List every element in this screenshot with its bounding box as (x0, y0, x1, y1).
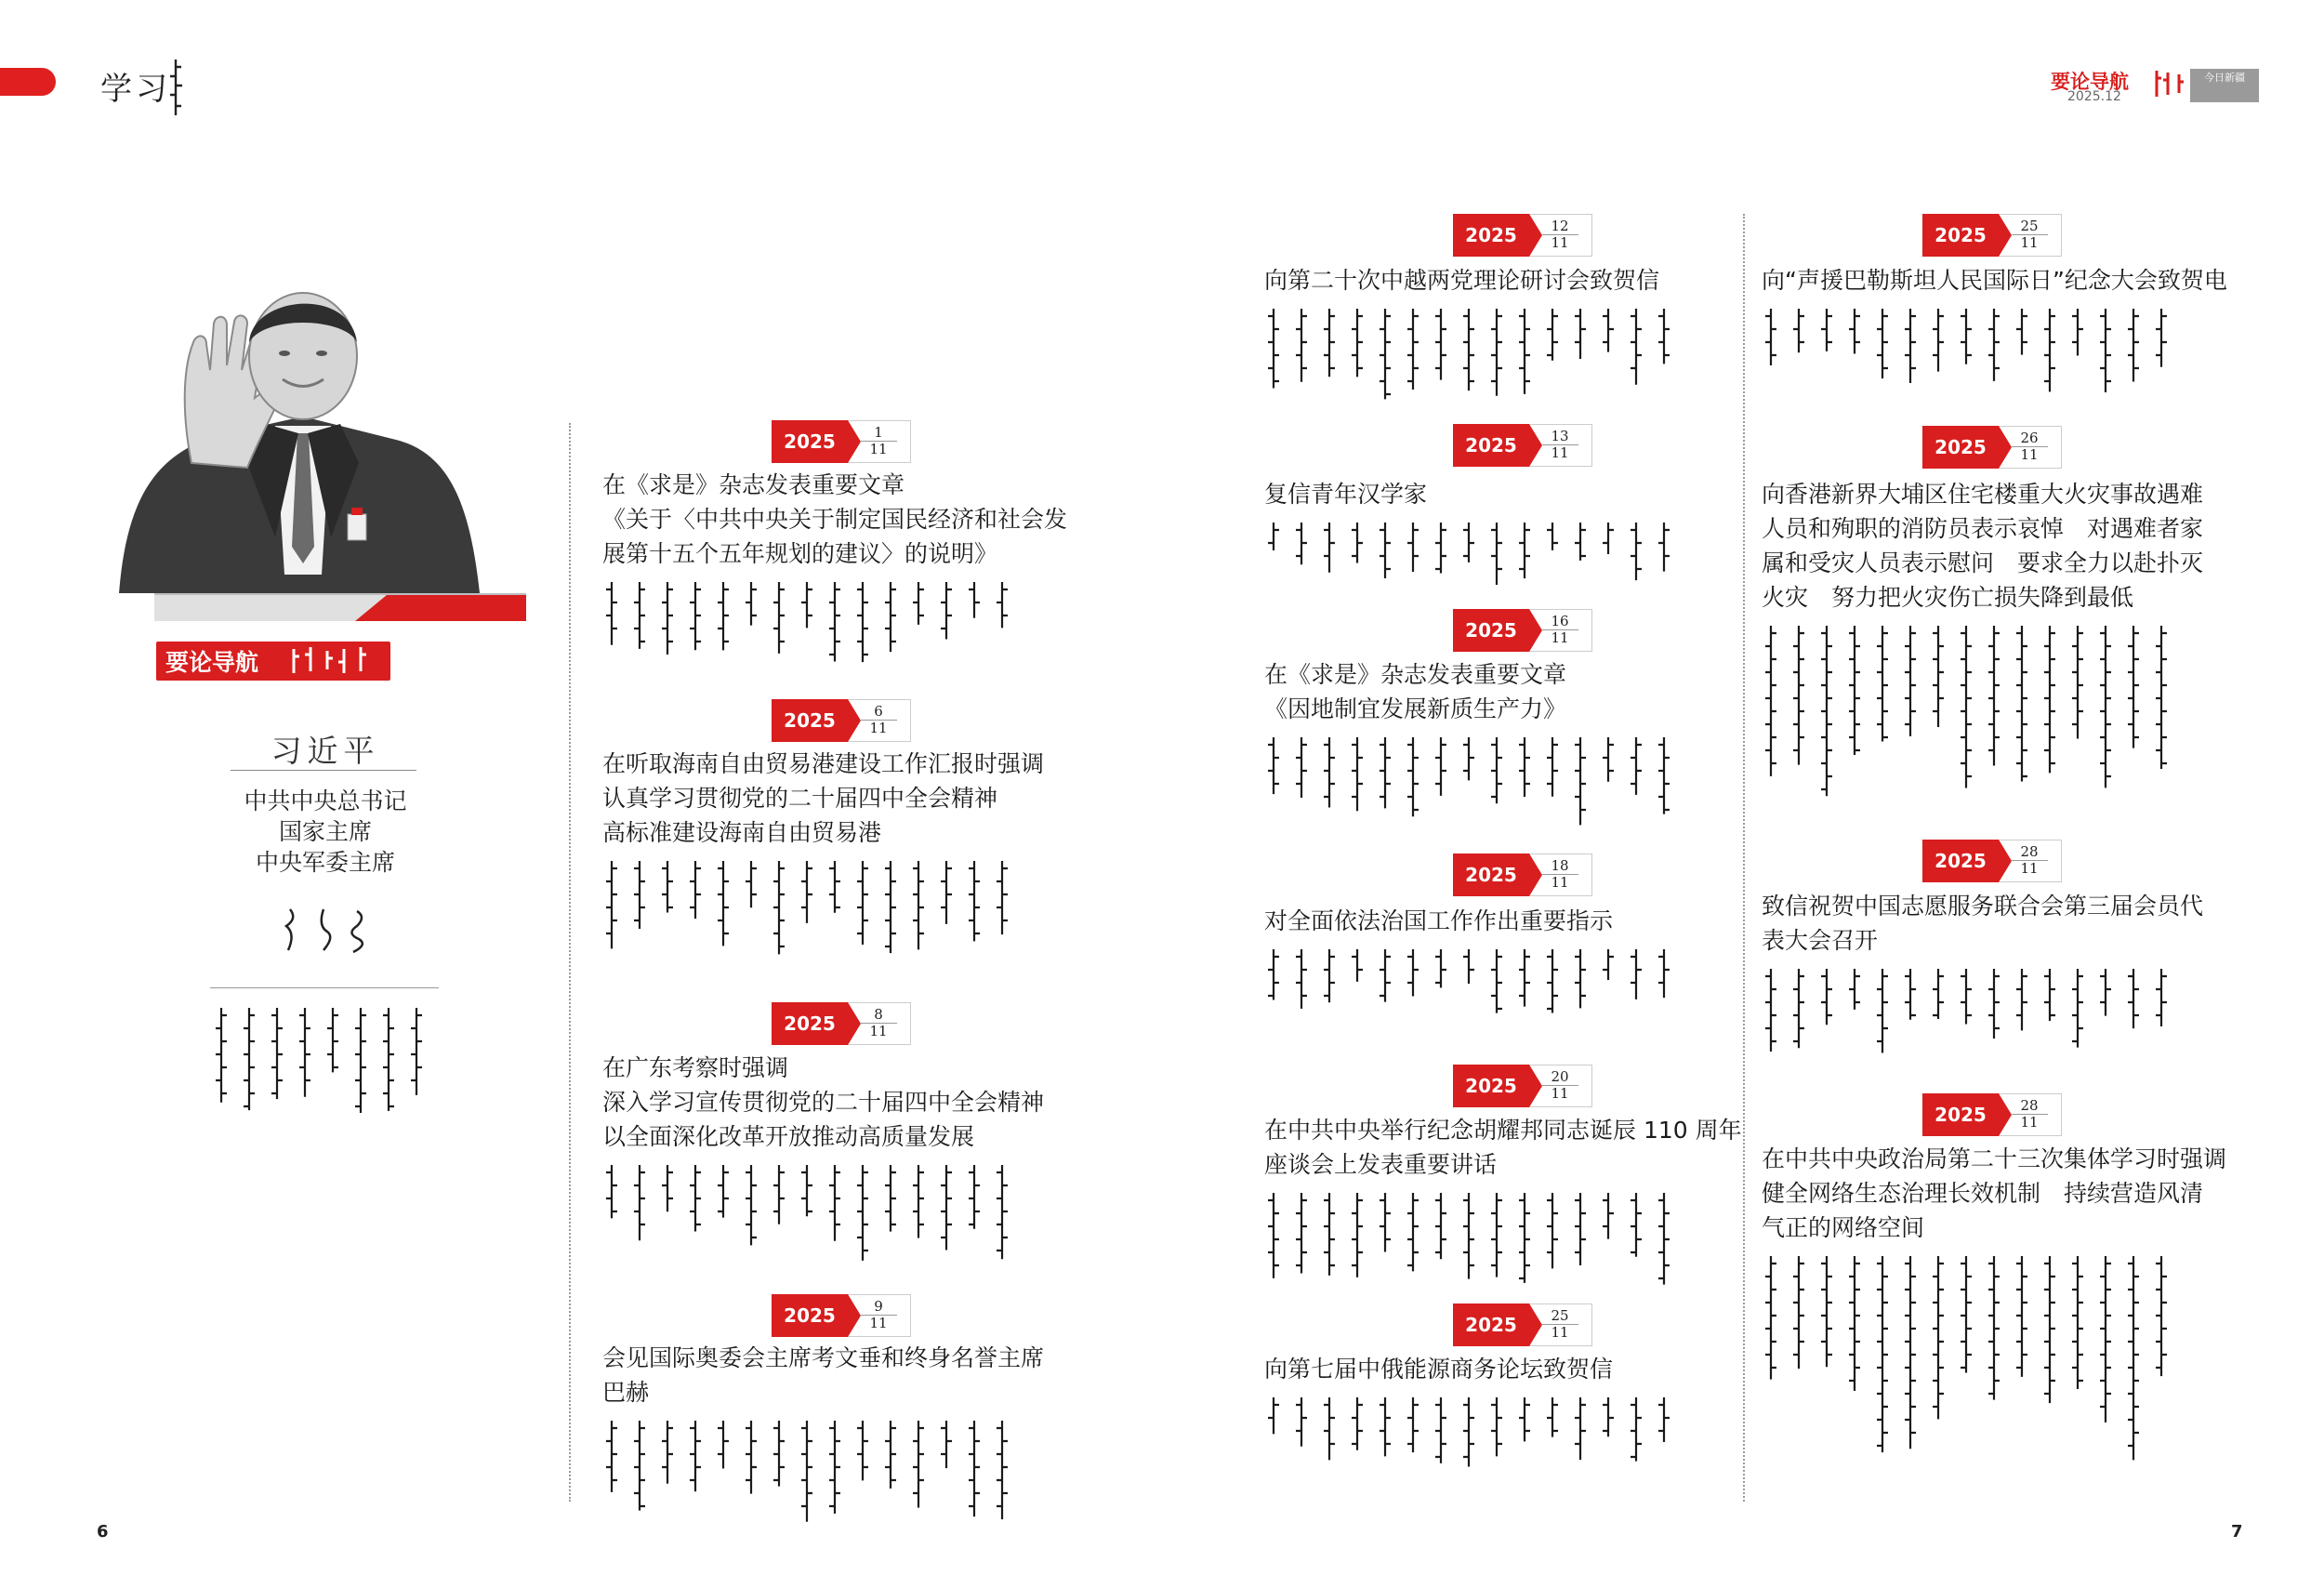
date-year: 2025 (1453, 214, 1529, 257)
date-tag (772, 699, 911, 742)
entry-headline: 向第二十次中越两党理论研讨会致贺信 (1264, 267, 1660, 294)
date-day: 13 (1551, 428, 1569, 444)
portrait-photo (117, 268, 526, 621)
date-day: 28 (2020, 843, 2039, 860)
date-day: 20 (1551, 1068, 1569, 1085)
date-month: 11 (860, 1315, 897, 1331)
date-year: 2025 (772, 1294, 848, 1337)
entry-headline: 在《求是》杂志发表重要文章 (1264, 661, 1567, 688)
entry-headline: 向香港新界大埔区住宅楼重大火灾事故遇难 (1762, 481, 2204, 508)
entry-headline: 深入学习宣传贯彻党的二十届四中全会精神 (602, 1089, 1045, 1116)
date-month: 11 (860, 720, 897, 736)
entry-headline: 向“声援巴勒斯坦人民国际日”纪念大会致贺电 (1762, 267, 2227, 294)
date-year: 2025 (772, 1002, 848, 1045)
date-day: 8 (874, 1006, 883, 1023)
divider (210, 987, 439, 988)
date-year: 2025 (1453, 854, 1529, 896)
date-year: 2025 (1922, 214, 1999, 257)
entry-headline: 属和受灾人员表示慰问 要求全力以赴扑灭 (1762, 549, 2204, 576)
date-month: 11 (2011, 1114, 2048, 1131)
person-name: 习近平 (271, 733, 380, 769)
date-tag (1922, 426, 2062, 469)
column-divider (1743, 214, 1745, 1502)
entry-headline: 人员和殉职的消防员表示哀悼 对遇难者家 (1762, 515, 2204, 542)
entry-headline: 火灾 努力把火灾伤亡损失降到最低 (1762, 584, 2134, 611)
mongolian-script-titles (212, 1004, 441, 1125)
date-tag (1453, 609, 1592, 652)
date-tag (1922, 1093, 2062, 1136)
mongolian-text-block (1762, 622, 2199, 817)
nav-badge-label: 要论导航 (165, 649, 259, 676)
person-title-3: 中央军委主席 (255, 849, 395, 876)
date-tag (1453, 424, 1592, 467)
entry-headline: 在中共中央政治局第二十三次集体学习时强调 (1762, 1145, 2227, 1172)
entry-headline: 气正的网络空间 (1762, 1214, 1925, 1241)
nav-badge-mongolian-script (284, 642, 387, 679)
date-day: 16 (1551, 613, 1569, 629)
date-month: 11 (1541, 874, 1578, 891)
date-year: 2025 (1922, 840, 1999, 882)
page-number-right: 7 (2231, 1522, 2243, 1542)
mongolian-text-block (1264, 1189, 1701, 1291)
date-year: 2025 (1922, 1093, 1999, 1136)
entry-headline: 高标准建设海南自由贸易港 (602, 819, 882, 846)
date-month: 11 (1541, 234, 1578, 251)
entry-headline: 展第十五个五年规划的建议〉的说明》 (602, 540, 998, 567)
date-year: 2025 (772, 420, 848, 463)
mongolian-text-block (602, 578, 1039, 667)
date-month: 11 (1541, 629, 1578, 646)
date-day: 25 (1551, 1307, 1569, 1324)
entry-headline: 表大会召开 (1762, 927, 1879, 954)
mongolian-text-block (1762, 305, 2199, 398)
date-tag (1453, 1303, 1592, 1346)
mongolian-text-block (1762, 1252, 2199, 1476)
entry-headline: 在《求是》杂志发表重要文章 (602, 471, 905, 498)
date-tag (1453, 1065, 1592, 1107)
date-month: 11 (1541, 444, 1578, 461)
date-tag (1453, 854, 1592, 896)
date-tag (1922, 214, 2062, 257)
date-year: 2025 (1453, 1303, 1529, 1346)
date-tag (1922, 840, 2062, 882)
mongolian-text-block (1264, 305, 1701, 407)
date-day: 1 (874, 424, 883, 441)
date-tag (1453, 214, 1592, 257)
section-title: 学习 (100, 71, 171, 108)
entry-headline: 在中共中央举行纪念胡耀邦同志诞辰 110 周年 (1264, 1117, 1742, 1144)
date-month: 11 (2011, 860, 2048, 877)
date-year: 2025 (772, 699, 848, 742)
mongolian-text-block (1264, 1394, 1701, 1473)
entry-headline: 会见国际奥委会主席考文垂和终身名誉主席 (602, 1344, 1045, 1371)
entry-headline: 认真学习贯彻党的二十届四中全会精神 (602, 785, 998, 812)
date-day: 9 (874, 1298, 883, 1315)
entry-headline: 座谈会上发表重要讲话 (1264, 1151, 1498, 1178)
date-month: 11 (860, 1023, 897, 1039)
mongolian-text-block (602, 857, 1039, 959)
date-month: 11 (2011, 234, 2048, 251)
date-month: 11 (1541, 1324, 1578, 1341)
date-year: 2025 (1453, 609, 1529, 652)
person-title-2: 国家主席 (278, 818, 372, 845)
column-divider (569, 423, 571, 1502)
section-tab-marker (0, 68, 56, 96)
date-day: 26 (2020, 430, 2039, 446)
date-day: 25 (2020, 218, 2039, 234)
date-tag (772, 1002, 911, 1045)
page-number-left: 6 (97, 1522, 109, 1542)
entry-headline: 在听取海南自由贸易港建设工作汇报时强调 (602, 750, 1045, 777)
publication-logo: 今日新疆 (2190, 69, 2259, 102)
date-year: 2025 (1453, 424, 1529, 467)
date-month: 11 (1541, 1085, 1578, 1102)
entry-headline: 复信青年汉学家 (1264, 481, 1428, 508)
entry-headline: 巴赫 (602, 1379, 650, 1406)
header-issue-date: 2025.12 (2067, 89, 2121, 104)
mongolian-name-script (279, 904, 381, 956)
date-day: 18 (1551, 857, 1569, 874)
entry-headline: 向第七届中俄能源商务论坛致贺信 (1264, 1356, 1614, 1383)
entry-headline: 在广东考察时强调 (602, 1054, 789, 1081)
divider (231, 770, 416, 771)
date-month: 11 (860, 441, 897, 457)
entry-headline: 以全面深化改革开放推动高质量发展 (602, 1123, 975, 1150)
date-month: 11 (2011, 446, 2048, 463)
date-tag (772, 420, 911, 463)
date-tag (772, 1294, 911, 1337)
person-title-1: 中共中央总书记 (244, 787, 407, 814)
mongolian-text-block (1264, 734, 1701, 836)
mongolian-text-block (1762, 965, 2199, 1058)
entry-headline: 对全面依法治国工作作出重要指示 (1264, 907, 1614, 934)
mongolian-text-block (1264, 946, 1701, 1020)
header-brand: 要论导航 (2051, 71, 2129, 93)
date-day: 12 (1551, 218, 1569, 234)
entry-headline: 致信祝贺中国志愿服务联合会第三届会员代 (1762, 893, 2204, 920)
entry-headline: 《关于〈中共中央关于制定国民经济和社会发 (602, 506, 1068, 533)
date-day: 28 (2020, 1097, 2039, 1114)
entry-headline: 健全网络生态治理长效机制 持续营造风清 (1762, 1180, 2204, 1207)
mongolian-script-title (165, 58, 186, 119)
date-day: 6 (874, 703, 883, 720)
mongolian-text-block (1264, 519, 1701, 589)
mongolian-text-block (602, 1417, 1039, 1528)
mongolian-text-block (602, 1161, 1039, 1268)
entry-headline: 《因地制宜发展新质生产力》 (1264, 695, 1567, 722)
date-year: 2025 (1453, 1065, 1529, 1107)
date-year: 2025 (1922, 426, 1999, 469)
